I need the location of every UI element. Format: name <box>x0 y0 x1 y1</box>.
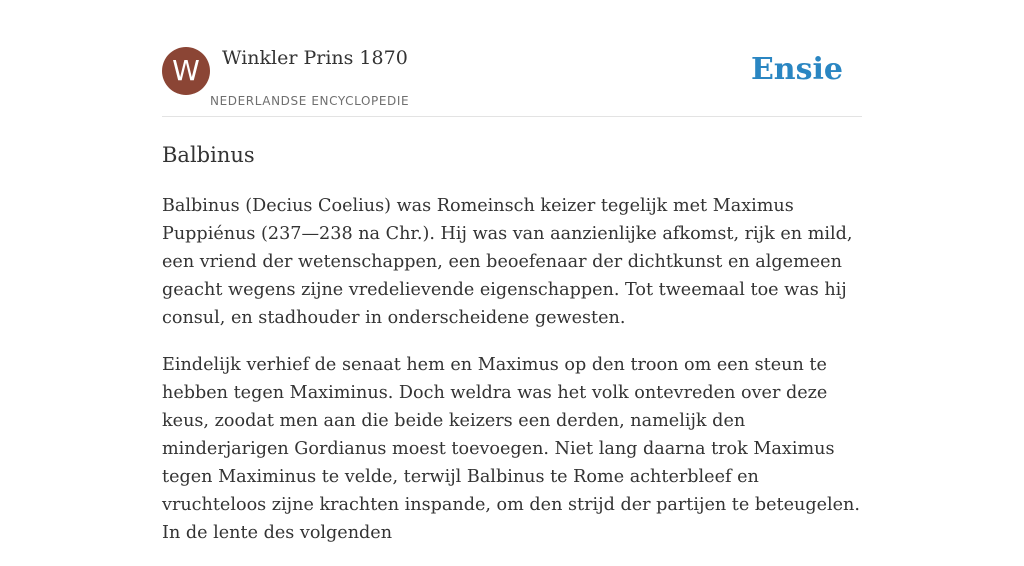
avatar[interactable]: W <box>162 47 210 95</box>
article-body <box>162 192 862 566</box>
article-paragraph: Eindelijk verhief de senaat hem en Maximus op den troon om een steun te hebben tegen Maximinus. Doch weldra was het volk ontevreden over deze keus, zoodat men aan die beide keizers een derden, namelijk den minderjarigen Gordianus moest toevoegen. Niet lang daarna trok Maximus tegen Maximinus te velde, terwijl Balbinus te Rome achterbleef en vruchteloos zijne krachten inspande, om den strijd der partijen te beteugelen. In de lente des volgenden <box>162 355 860 543</box>
source-title[interactable]: Winkler Prins 1870 <box>222 47 408 69</box>
header <box>162 46 862 117</box>
brand-logo[interactable]: Ensie <box>750 52 843 87</box>
source-subtitle: NEDERLANDSE ENCYCLOPEDIE <box>210 94 410 108</box>
article-title: Balbinus <box>162 143 255 167</box>
article-paragraph: Balbinus (Decius Coelius) was Romeinsch keizer tegelijk met Maximus Puppiénus (237—238 na Chr.). Hij was van aanzienlijke afkomst, rijk en mild, een vriend der wetenschappen, een beoefenaar der dichtkunst en algemeen geacht wegens zijne vredelievende eigenschappen. Tot tweemaal toe was hij consul, en stadhouder in onderscheidene gewesten. <box>162 196 853 328</box>
